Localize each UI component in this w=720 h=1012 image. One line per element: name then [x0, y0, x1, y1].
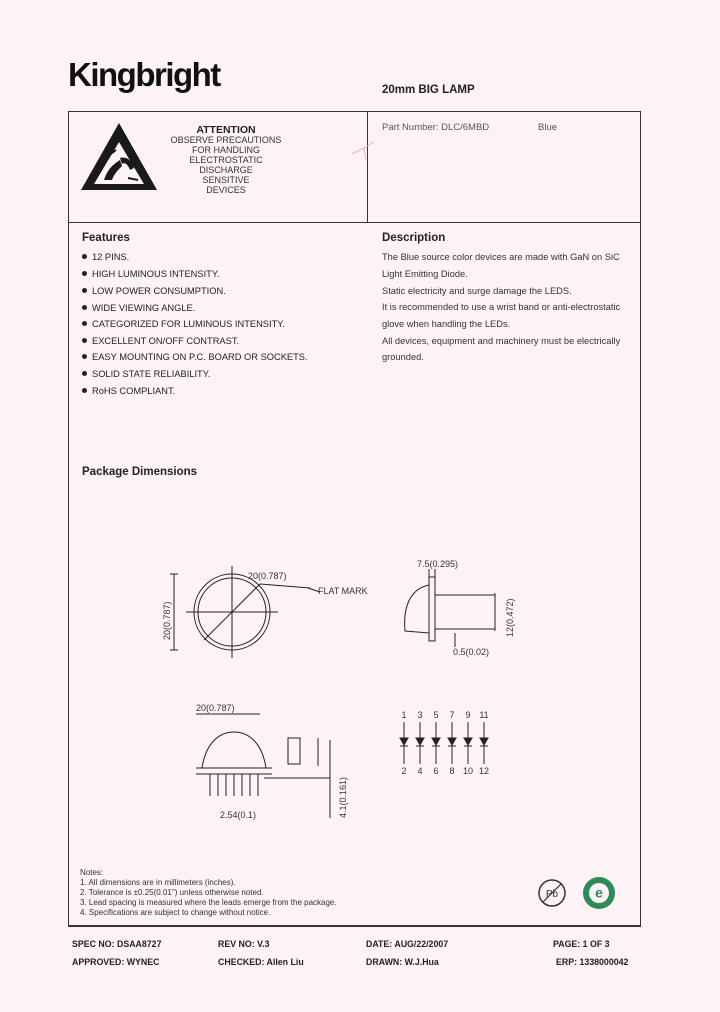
brand-logo: Kingbright: [68, 56, 220, 93]
bullet-icon: [82, 321, 87, 326]
top-vertical-divider: [367, 111, 368, 222]
side-lead-label: 0.5(0.02): [453, 647, 490, 657]
attention-line: FOR HANDLING: [191, 145, 260, 155]
side-top-label: 7.5(0.295): [417, 559, 459, 569]
pin-bottom-label: 2: [401, 766, 407, 776]
description-heading: Description: [382, 232, 446, 244]
attention-line: DISCHARGE: [199, 165, 253, 175]
bullet-icon: [82, 305, 87, 310]
bullet-icon: [82, 254, 87, 259]
bullet-icon: [82, 288, 87, 293]
note-item: 4. Specifications are subject to change without notice.: [80, 908, 271, 917]
svg-text:Pb: Pb: [545, 889, 559, 900]
rohs-e-icon: [581, 875, 617, 911]
front-view-drawing: [160, 560, 380, 670]
attention-line: SENSITIVE: [202, 175, 250, 185]
part-number: Part Number: DLC/6MBD: [382, 122, 490, 133]
pin-top-label: 3: [417, 710, 423, 720]
pin-bottom-label: 4: [417, 766, 423, 776]
bullet-icon: [82, 271, 87, 276]
erp-number: ERP: 1338000042: [556, 957, 629, 967]
bullet-icon: [82, 338, 87, 343]
attention-line: ELECTROSTATIC: [189, 155, 263, 165]
feature-item: EASY MOUNTING ON P.C. BOARD OR SOCKETS.: [82, 352, 308, 362]
checked-by: CHECKED: Allen Liu: [218, 957, 304, 967]
description-line: The Blue source color devices are made with GaN on SiC: [382, 252, 620, 262]
front-dia-label: 20(0.787): [248, 571, 287, 581]
bottom-frame-divider: [68, 926, 641, 927]
description-line: grounded.: [382, 352, 424, 362]
svg-text:e: e: [595, 884, 603, 901]
pin-top-label: 5: [433, 710, 439, 720]
bullet-icon: [82, 371, 87, 376]
description-line: glove when handling the LEDs.: [382, 319, 511, 329]
feature-item: RoHS COMPLIANT.: [82, 386, 175, 396]
feature-item: 12 PINS.: [82, 252, 129, 262]
feature-item: HIGH LUMINOUS INTENSITY.: [82, 269, 219, 279]
attention-line: OBSERVE PRECAUTIONS: [170, 135, 282, 145]
front-side-label: 20(0.787): [162, 601, 172, 640]
date-label: DATE: AUG/22/2007: [366, 939, 449, 949]
pin-bottom-label: 8: [449, 766, 455, 776]
top-section-divider: [68, 222, 641, 223]
pin-bottom-label: 12: [478, 766, 490, 776]
note-item: 2. Tolerance is ±0.25(0.01") unless otherwise noted.: [80, 888, 264, 897]
bottom-view-drawing: [180, 700, 350, 825]
side-height-label: 12(0.472): [505, 598, 515, 637]
description-line: It is recommended to use a wrist band or anti-electrostatic: [382, 302, 621, 312]
approved-by: APPROVED: WYNEC: [72, 957, 160, 967]
pin-top-label: 9: [465, 710, 471, 720]
spec-number: SPEC NO: DSAA8727: [72, 939, 162, 949]
description-line: All devices, equipment and machinery must be electrically: [382, 336, 621, 346]
revision-number: REV NO: V.3: [218, 939, 270, 949]
feature-item: EXCELLENT ON/OFF CONTRAST.: [82, 336, 239, 346]
pin-top-label: 1: [401, 710, 407, 720]
product-title: 20mm BIG LAMP: [382, 84, 475, 96]
page-number: PAGE: 1 OF 3: [553, 939, 610, 949]
side-view-drawing: [395, 555, 525, 665]
pin-top-label: 7: [449, 710, 455, 720]
note-item: 1. All dimensions are in millimeters (inches).: [80, 878, 236, 887]
feature-item: LOW POWER CONSUMPTION.: [82, 286, 226, 296]
description-line: Light Emitting Diode.: [382, 269, 468, 279]
bottom-top-label: 20(0.787): [196, 703, 235, 713]
flat-mark-label: FLAT MARK: [318, 586, 368, 596]
esd-warning-icon: [78, 120, 160, 194]
bullet-icon: [82, 354, 87, 359]
feature-item: CATEGORIZED FOR LUMINOUS INTENSITY.: [82, 319, 285, 329]
bullet-icon: [82, 388, 87, 393]
attention-heading: ATTENTION: [196, 124, 256, 136]
description-line: Static electricity and surge damage the LEDS.: [382, 286, 572, 296]
part-color: Blue: [538, 122, 558, 133]
pin-bottom-label: 10: [462, 766, 474, 776]
pb-free-icon: [537, 878, 567, 908]
attention-line: DEVICES: [206, 185, 246, 195]
datasheet-frame: [68, 111, 641, 926]
pin-bottom-label: 6: [433, 766, 439, 776]
feature-item: SOLID STATE RELIABILITY.: [82, 369, 210, 379]
feature-item: WIDE VIEWING ANGLE.: [82, 303, 195, 313]
pin-schematic: [396, 708, 506, 778]
bottom-lead-label: 4.1(0.161): [338, 776, 348, 818]
package-heading: Package Dimensions: [82, 466, 198, 478]
note-item: 3. Lead spacing is measured where the leads emerge from the package.: [80, 898, 337, 907]
notes-heading: Notes:: [80, 868, 104, 877]
bottom-pitch-label: 2.54(0.1): [220, 810, 257, 820]
pin-top-label: 11: [479, 710, 489, 720]
drawn-by: DRAWN: W.J.Hua: [366, 957, 439, 967]
faint-mark-icon: [344, 136, 384, 166]
features-heading: Features: [82, 232, 130, 244]
